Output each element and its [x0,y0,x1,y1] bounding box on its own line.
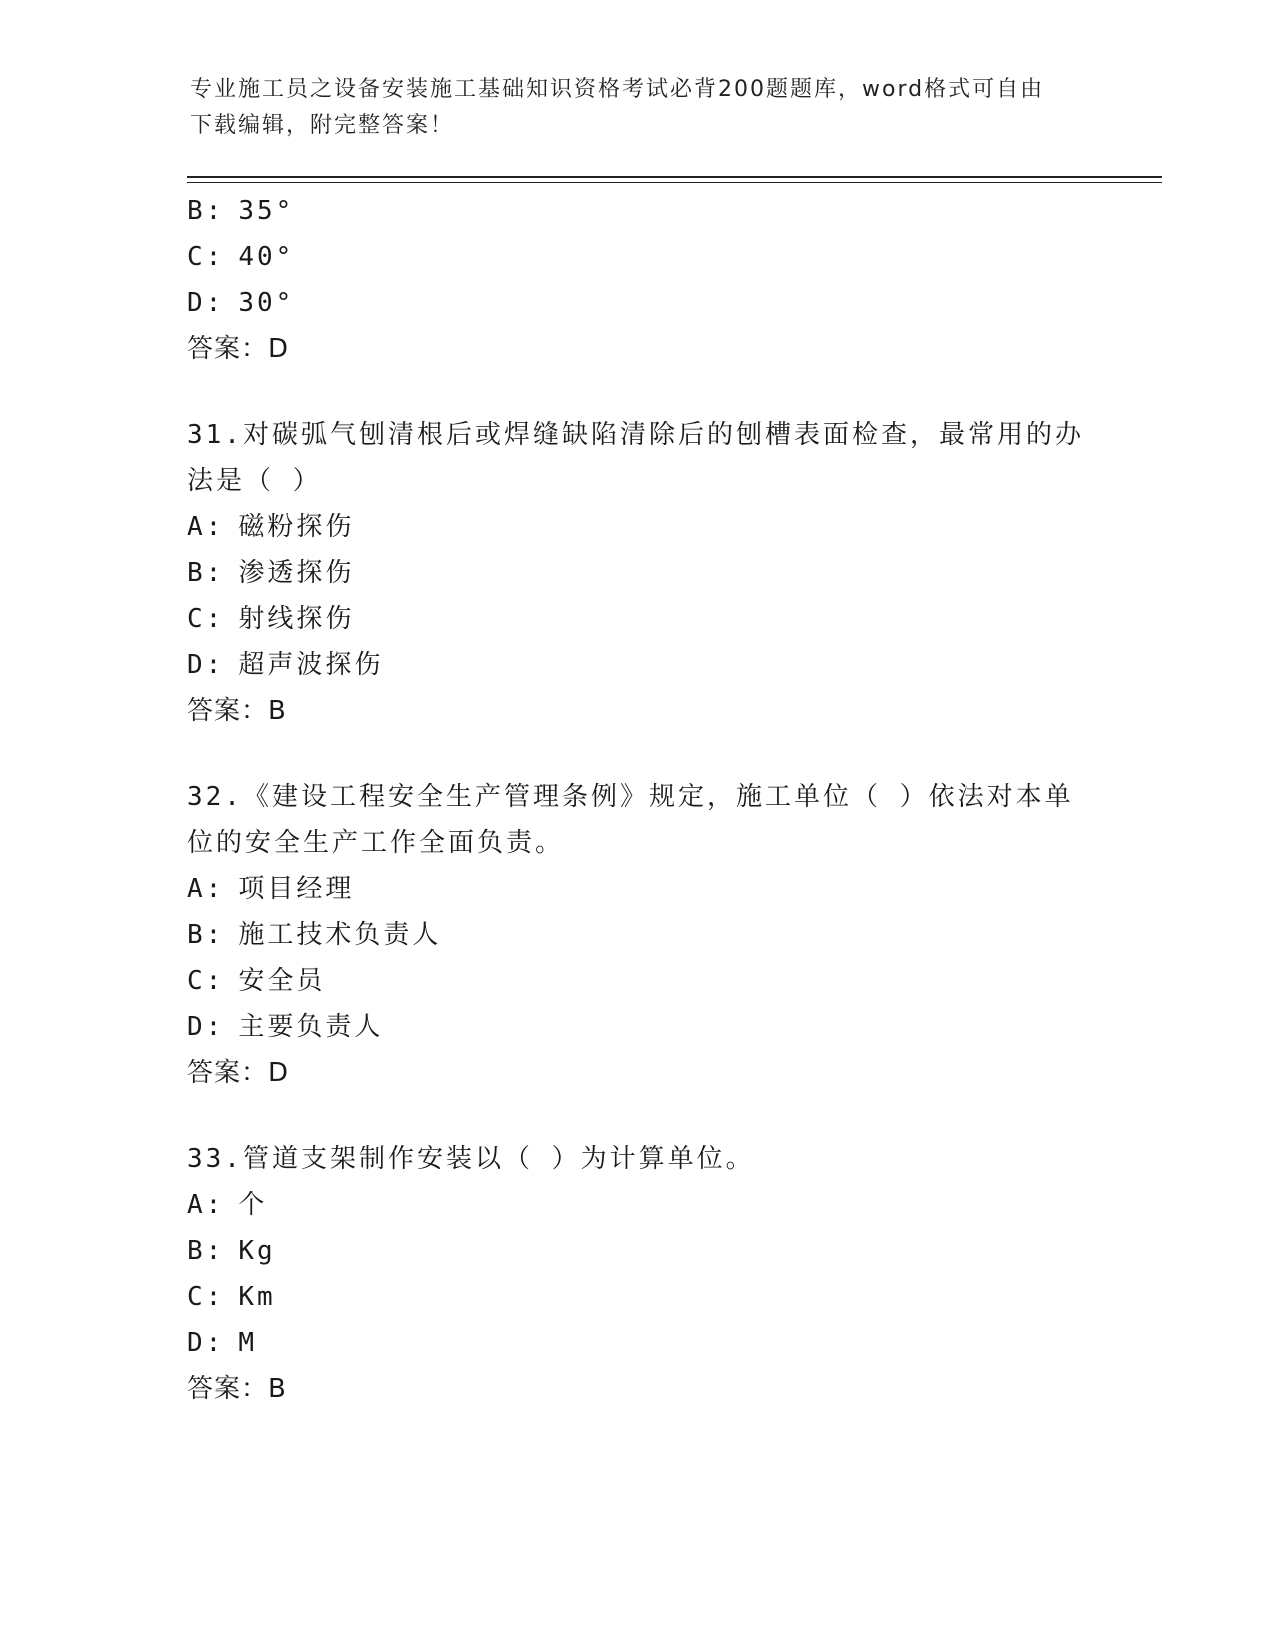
option-text: 个 [238,1190,268,1220]
prev-question-block [187,188,1087,372]
option-label: C: [187,966,225,996]
option-label: D: [187,650,225,680]
header-rule-thin [187,182,1162,183]
option-label: B: [187,1236,225,1266]
answer-line: 答案：D [187,334,290,364]
option-label: C: [187,242,225,272]
option-text: 项目经理 [238,874,355,904]
option-b [187,1228,1087,1274]
header-line-1: 专业施工员之设备安装施工基础知识资格考试必背200题题库，word格式可自由 [190,77,1045,102]
option-text: 40° [238,242,295,272]
option-label: C: [187,1282,225,1312]
answer-line: 答案：B [187,696,287,726]
option-text: M [238,1328,257,1358]
option-text: 超声波探伤 [238,650,384,680]
option-text: Kg [238,1236,276,1266]
option-text: 磁粉探伤 [238,512,355,542]
option-a [187,866,1087,912]
option-label: A: [187,874,225,904]
option-b [187,550,1087,596]
header-rule-thick [187,176,1162,178]
question-31 [187,412,1087,734]
option-label: D: [187,1012,225,1042]
option-text: 施工技术负责人 [238,920,442,950]
option-a [187,1182,1087,1228]
option-b [187,912,1087,958]
option-c [187,958,1087,1004]
option-label: A: [187,512,225,542]
answer-line: 答案：B [187,1374,287,1404]
option-label: B: [187,920,225,950]
option-c [187,234,1087,280]
question-33 [187,1136,1087,1412]
question-list [187,188,1087,1412]
option-text: 30° [238,288,295,318]
option-d [187,1320,1087,1366]
answer-line: 答案：D [187,1058,290,1088]
question-32 [187,774,1087,1096]
option-label: D: [187,1328,225,1358]
option-label: B: [187,558,225,588]
option-text: 安全员 [238,966,326,996]
question-stem: 32.《建设工程安全生产管理条例》规定，施工单位（ ）依法对本单 [187,782,1074,812]
option-b [187,188,1087,234]
question-stem-continued: 法是（ ） [187,466,322,496]
option-c [187,596,1087,642]
option-a [187,504,1087,550]
option-label: D: [187,288,225,318]
option-d [187,280,1087,326]
option-label: B: [187,196,225,226]
question-stem: 31.对碳弧气刨清根后或焊缝缺陷清除后的刨槽表面检查，最常用的办 [187,420,1084,450]
option-text: Km [238,1282,276,1312]
option-d [187,1004,1087,1050]
question-stem-continued: 位的安全生产工作全面负责。 [187,828,565,858]
option-text: 射线探伤 [238,604,355,634]
option-c [187,1274,1087,1320]
option-text: 渗透探伤 [238,558,355,588]
document-header [190,72,1090,144]
question-stem: 33.管道支架制作安装以（ ）为计算单位。 [187,1144,755,1174]
option-d [187,642,1087,688]
header-line-2: 下载编辑，附完整答案！ [190,113,455,138]
option-label: C: [187,604,225,634]
option-text: 35° [238,196,295,226]
option-label: A: [187,1190,225,1220]
option-text: 主要负责人 [238,1012,384,1042]
